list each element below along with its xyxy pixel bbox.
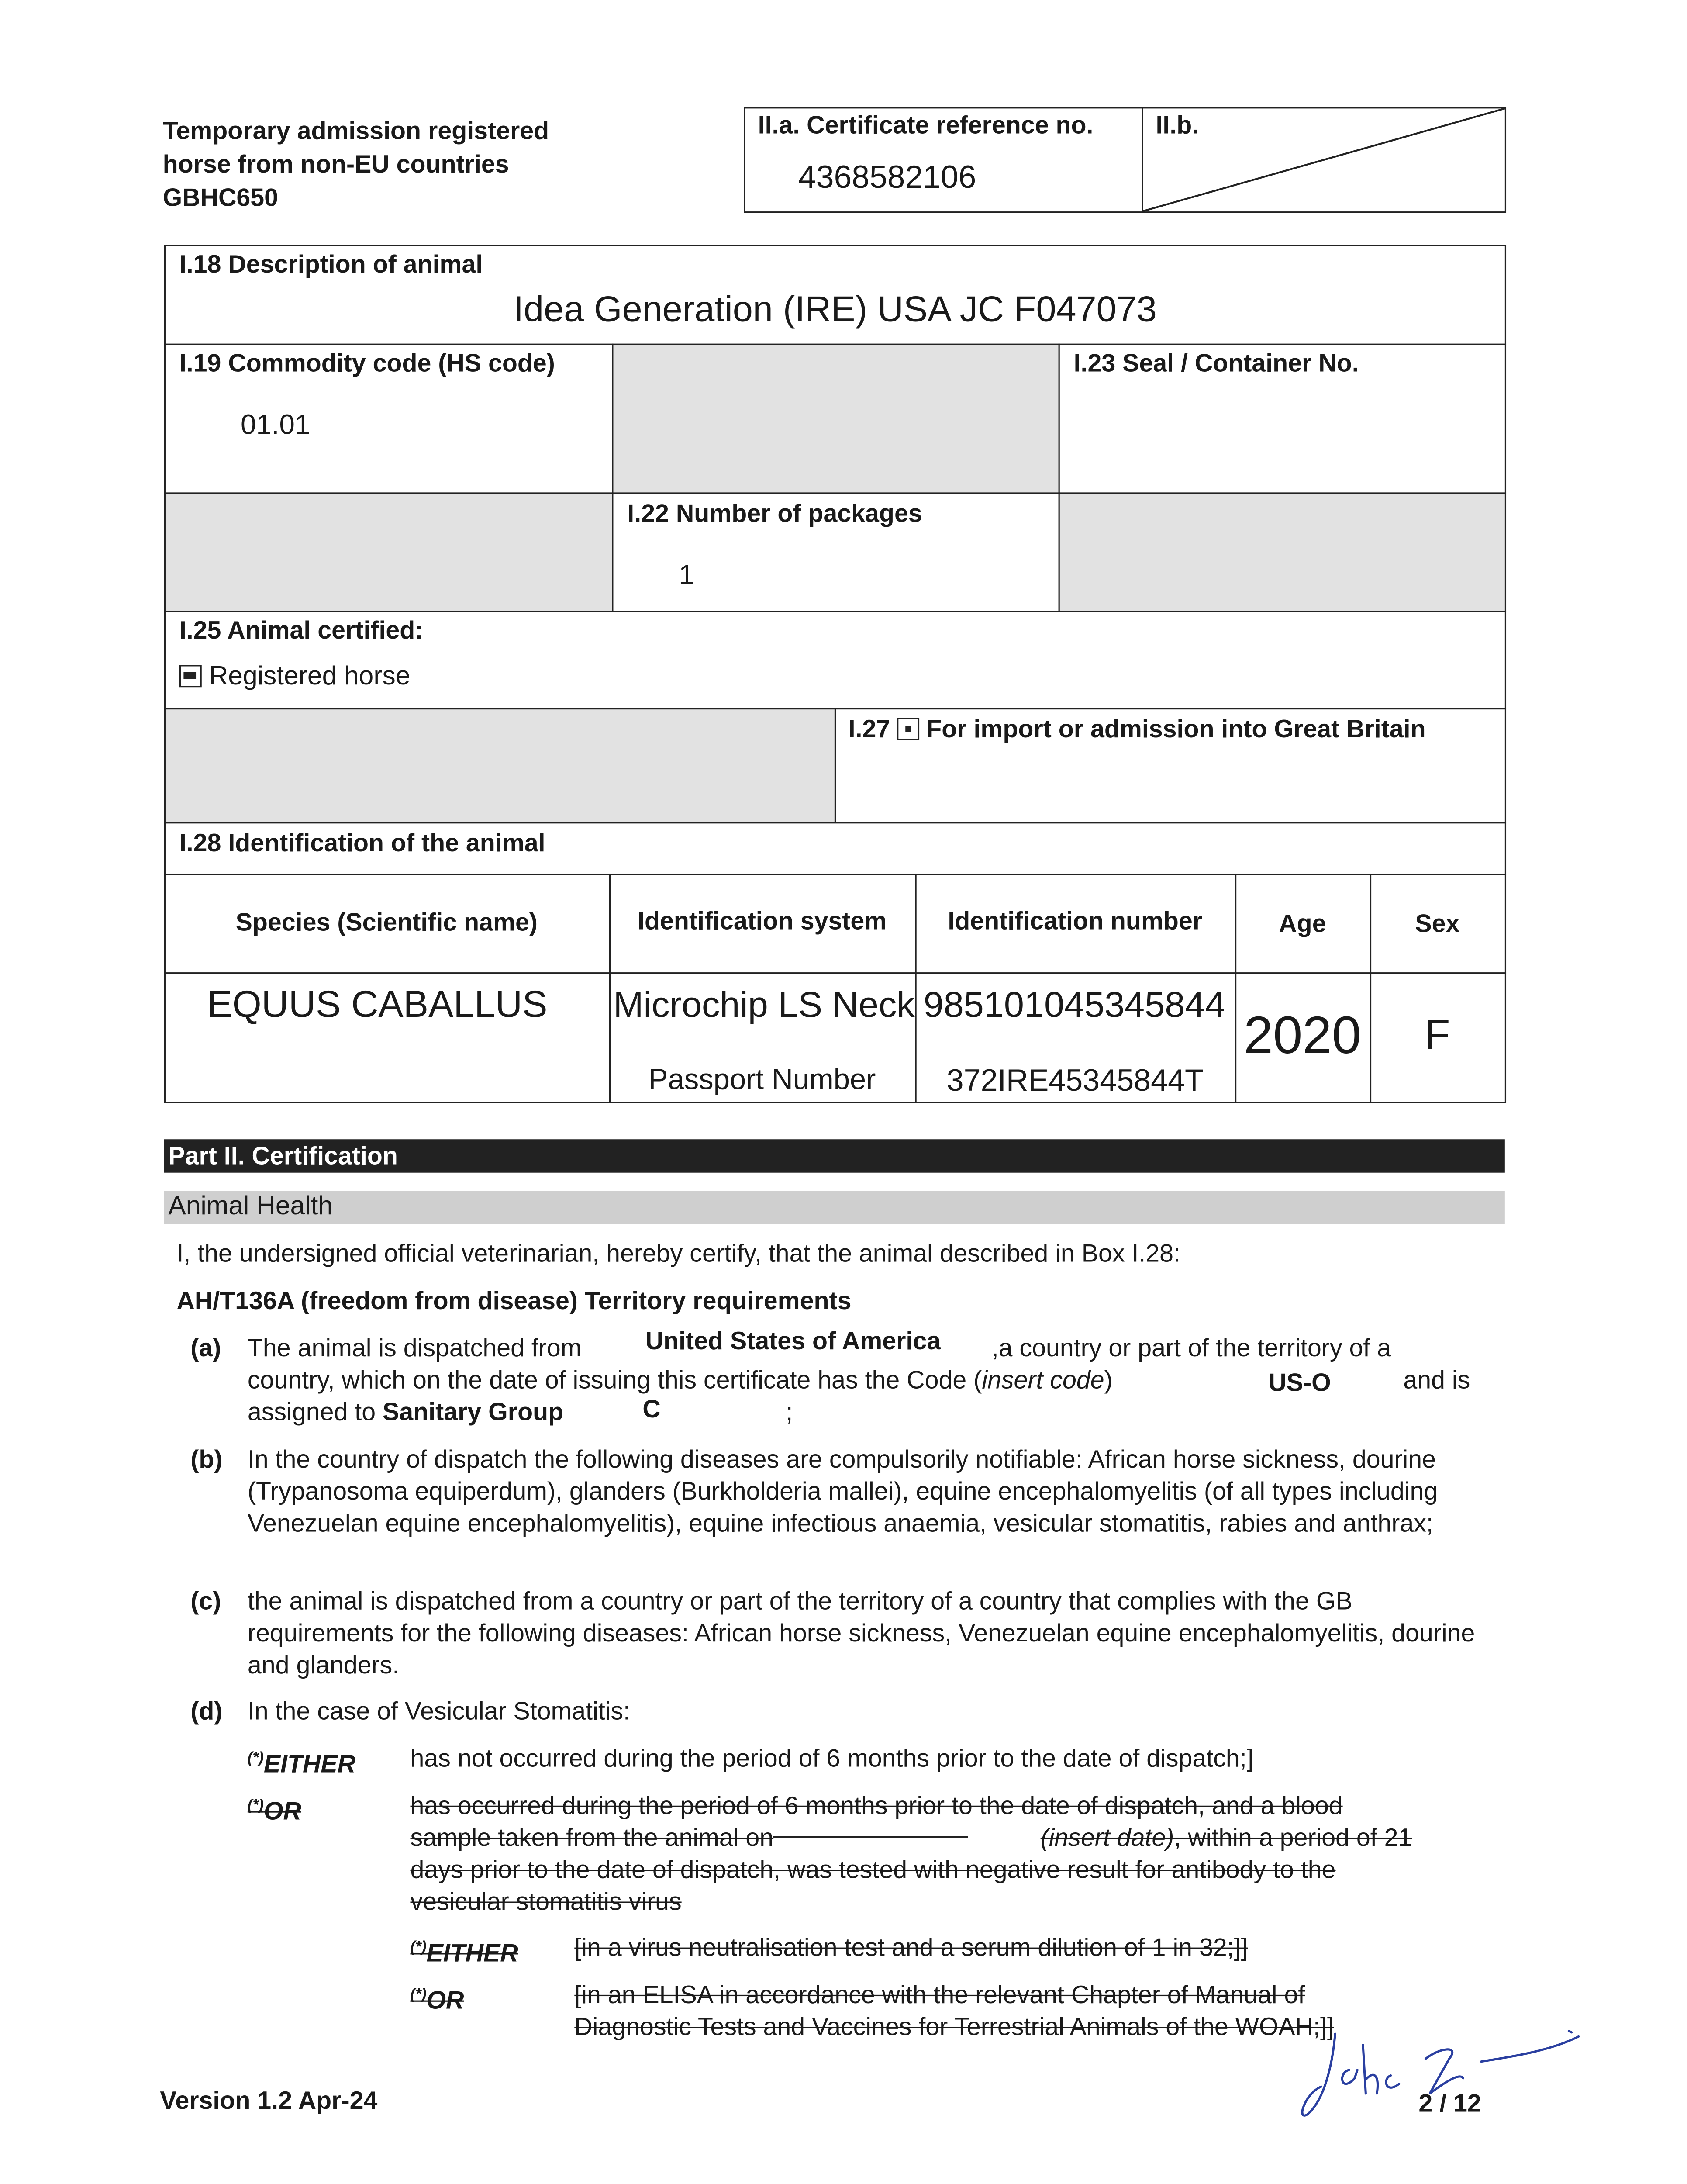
- clause-marker: (d): [190, 1697, 223, 1725]
- col-header-id-number: Identification number: [948, 906, 1203, 934]
- territory-code: US-O: [1268, 1368, 1331, 1397]
- text: ;: [786, 1398, 793, 1426]
- option-label: Registered horse: [209, 662, 411, 691]
- title-line: GBHC650: [162, 183, 279, 212]
- i27-prefix: I.27: [848, 715, 890, 743]
- sanitary-group: C: [642, 1395, 661, 1423]
- id-system-value: Microchip LS Neck: [613, 983, 915, 1026]
- title-line: Temporary admission registered: [162, 117, 549, 145]
- clause-d-text: In the case of Vesicular Stomatitis:: [247, 1697, 631, 1725]
- text: [in an ELISA in accordance with the relevant Chapter of Manual of: [574, 1981, 1305, 2009]
- sub-either-text: [in a virus neutralisation test and a serum dilution of 1 in 32;]]: [574, 1933, 1248, 1962]
- text: vesicular stomatitis virus: [410, 1887, 682, 1916]
- page-number: 2 / 12: [1418, 2089, 1481, 2118]
- checkbox-icon[interactable]: [179, 665, 202, 687]
- age-value: 2020: [1243, 1006, 1362, 1065]
- id-number-value: 372IRE45345844T: [946, 1062, 1204, 1097]
- text: , within a period of 21: [1174, 1824, 1412, 1852]
- col-header-sex: Sex: [1415, 909, 1460, 938]
- cert-ref-value: 4368582106: [798, 159, 976, 195]
- commodity-code: 01.01: [240, 410, 310, 441]
- i23-label: I.23 Seal / Container No.: [1073, 349, 1359, 377]
- text: OR: [426, 1986, 464, 2015]
- text: EITHER: [263, 1750, 356, 1778]
- i27-label: For import or admission into Great Britain: [926, 715, 1426, 743]
- i25-label: I.25 Animal certified:: [179, 616, 424, 644]
- cert-ref-label: II.a. Certificate reference no.: [758, 111, 1094, 139]
- checkbox-icon[interactable]: [897, 718, 919, 740]
- text: sample taken from the animal on: [410, 1824, 774, 1852]
- or-option: [248, 1790, 301, 1828]
- clause-a-line: [248, 1396, 563, 1428]
- iib-diagonal: [1142, 107, 1506, 213]
- text: insert code: [982, 1366, 1104, 1394]
- clause-b-text: In the country of dispatch the following diseases are compulsorily notifiable: African horse sickness, dourine (Trypanosoma equiperdum), glanders (Burkholderia mallei), equine encephalomyelitis (of all types including Venezuelan equine encephalomyelitis), equine infectious anaemia, vesicular stomatitis, rabies and anthrax;: [247, 1445, 1438, 1538]
- clause-a-line: [248, 1365, 1113, 1396]
- i18-label: I.18 Description of animal: [179, 250, 483, 278]
- clause-c-text: the animal is dispatched from a country or part of the territory of a country that complies with the GB requirements for the following diseases: African horse sickness, Venezuelan equine encephalomyelitis, dourine and glanders.: [247, 1587, 1475, 1679]
- registered-horse-option[interactable]: [179, 662, 411, 693]
- iib-label: II.b.: [1156, 111, 1199, 139]
- i27-field[interactable]: [849, 715, 1426, 744]
- or-text: [410, 1790, 1523, 1918]
- clause-marker: (c): [190, 1587, 221, 1615]
- section-animal-health: Animal Health: [164, 1191, 1505, 1224]
- sub-or-option: [410, 1980, 464, 2017]
- species-value: EQUUS CABALLUS: [207, 983, 548, 1026]
- i22-label: I.22 Number of packages: [627, 499, 922, 528]
- clause-a-line: [248, 1333, 582, 1365]
- col-header-species: Species (Scientific name): [235, 908, 538, 936]
- title-line: horse from non-EU countries: [162, 150, 509, 178]
- text: Sanitary Group: [383, 1398, 564, 1426]
- requirements-heading: AH/T136A (freedom from disease) Territory requirements: [176, 1286, 852, 1315]
- clause-marker: (a): [190, 1334, 221, 1362]
- animal-description: Idea Generation (IRE) USA JC F047073: [514, 288, 1157, 330]
- certificate-title: [163, 114, 549, 214]
- id-system-value: Passport Number: [649, 1063, 876, 1095]
- text: days prior to the date of dispatch, was tested with negative result for antibody to the: [410, 1856, 1336, 1884]
- text: OR: [263, 1797, 301, 1825]
- clause-marker: (b): [190, 1445, 223, 1473]
- intro-text: I, the undersigned official veterinarian, hereby certify, that the animal described in Box I.28:: [176, 1239, 1181, 1268]
- text: ,a country or part of the territory of a: [991, 1334, 1391, 1362]
- either-text: has not occurred during the period of 6 months prior to the date of dispatch;]: [410, 1744, 1254, 1773]
- text: (*): [247, 1797, 264, 1814]
- text: and is: [1403, 1366, 1470, 1394]
- sub-either-option: [410, 1932, 518, 1970]
- id-number-value: 985101045345844: [923, 983, 1225, 1026]
- signature: [1294, 2017, 1600, 2129]
- text: country, which on the date of issuing this certificate has the Code (: [247, 1366, 982, 1394]
- sub-or-text: [574, 1980, 1334, 2043]
- text: ): [1104, 1366, 1113, 1394]
- col-header-id-system: Identification system: [638, 906, 887, 934]
- text: EITHER: [426, 1939, 518, 1967]
- text: (*): [410, 1939, 427, 1956]
- text: The animal is dispatched from: [247, 1334, 582, 1362]
- text: (*): [247, 1750, 264, 1767]
- part2-title-bar: Part II. Certification: [164, 1139, 1505, 1172]
- dispatch-country: United States of America: [645, 1327, 941, 1355]
- sex-value: F: [1425, 1013, 1450, 1059]
- text: has occurred during the period of 6 months prior to the date of dispatch, and a blood: [410, 1791, 1343, 1820]
- col-header-age: Age: [1279, 909, 1326, 938]
- number-of-packages: 1: [679, 560, 694, 591]
- i28-label: I.28 Identification of the animal: [179, 829, 545, 857]
- either-option: [248, 1743, 355, 1780]
- text: Diagnostic Tests and Vaccines for Terrestrial Animals of the WOAH;]]: [574, 2013, 1334, 2041]
- text: (insert date): [1040, 1824, 1174, 1852]
- text: assigned to: [247, 1398, 383, 1426]
- i19-label: I.19 Commodity code (HS code): [179, 349, 555, 377]
- version-label: Version 1.2 Apr-24: [160, 2087, 378, 2115]
- text: (*): [410, 1986, 427, 2003]
